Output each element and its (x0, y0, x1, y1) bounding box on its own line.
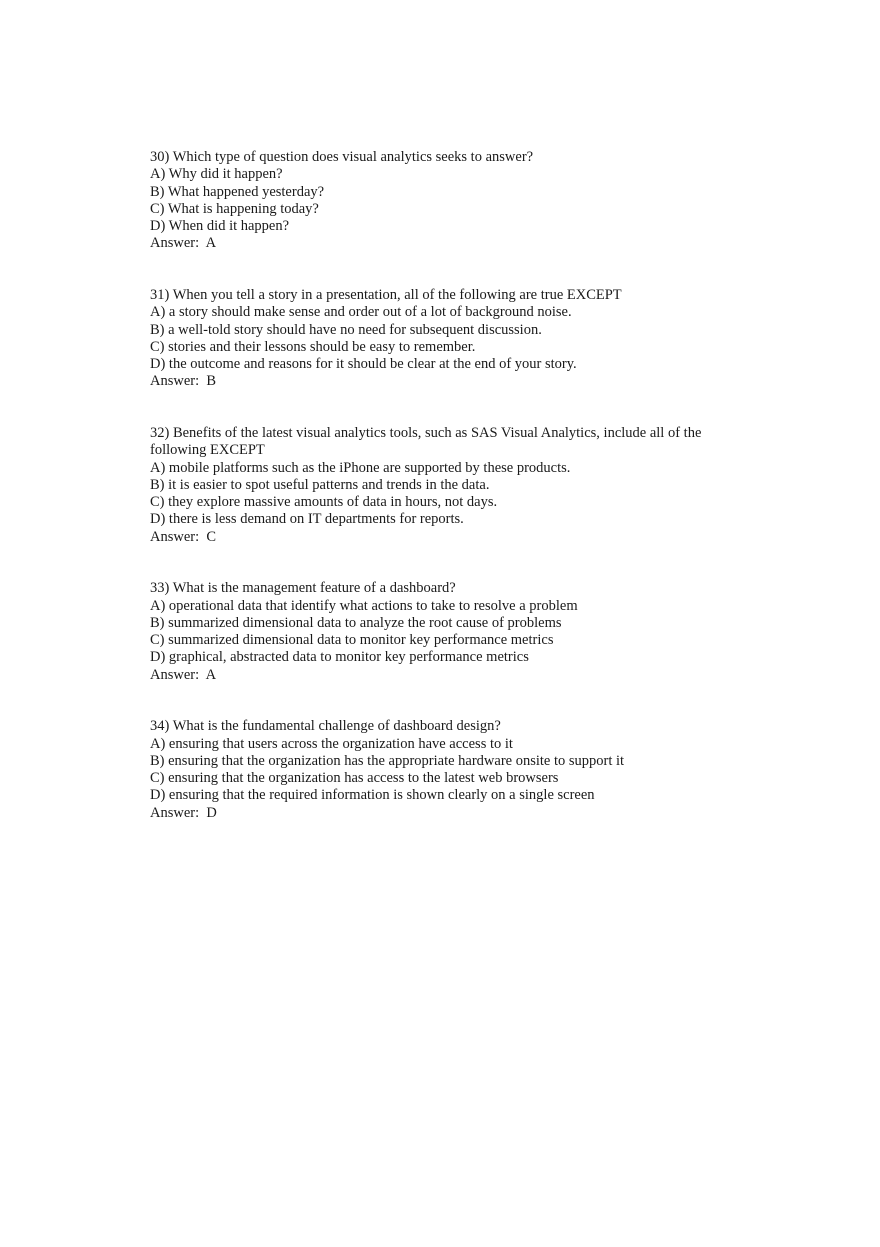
option-b: B) a well-told story should have no need for subsequent discussion. (150, 321, 542, 338)
answer-line: Answer: C (150, 528, 217, 545)
option-a: A) a story should make sense and order out of a lot of background noise. (150, 304, 572, 321)
option-c: C) summarized dimensional data to monitor key performance metrics (150, 632, 554, 648)
option-c: C) they explore massive amounts of data in hours, not days. (150, 494, 498, 510)
option-c: C) stories and their lessons should be easy to remember. (150, 338, 476, 355)
option-a: A) Why did it happen? (150, 166, 283, 183)
question-stem: 31) When you tell a story in a presentation, all of the following are true EXCEPT (150, 287, 622, 303)
question-33 (150, 580, 740, 684)
question-34 (150, 718, 740, 822)
option-d: D) ensuring that the required information is shown clearly on a single screen (150, 787, 595, 804)
option-c: C) What is happening today? (150, 200, 319, 217)
option-b: B) summarized dimensional data to analyze the root cause of problems (150, 614, 562, 631)
option-a: A) ensuring that users across the organization have access to it (150, 735, 513, 752)
option-b: B) What happened yesterday? (150, 183, 325, 200)
question-32 (150, 425, 740, 546)
option-a: A) operational data that identify what actions to take to resolve a problem (150, 597, 578, 614)
option-d: D) When did it happen? (150, 218, 290, 234)
question-31 (150, 287, 740, 391)
option-d: D) there is less demand on IT departments for reports. (150, 511, 464, 528)
question-30 (150, 149, 740, 253)
question-stem: 33) What is the management feature of a dashboard? (150, 580, 456, 597)
option-d: D) graphical, abstracted data to monitor key performance metrics (150, 649, 529, 666)
option-a: A) mobile platforms such as the iPhone are supported by these products. (150, 459, 571, 476)
question-list (150, 149, 740, 856)
option-b: B) it is easier to spot useful patterns and trends in the data. (150, 476, 490, 493)
answer-line: Answer: D (150, 804, 217, 821)
answer-line: Answer: B (150, 373, 217, 390)
question-stem: 34) What is the fundamental challenge of dashboard design? (150, 718, 501, 735)
answer-line: Answer: A (150, 666, 217, 683)
question-stem: 30) Which type of question does visual analytics seeks to answer? (150, 149, 534, 165)
question-stem: 32) Benefits of the latest visual analytics tools, such as SAS Visual Analytics, include all of the following EXCEPT (150, 425, 702, 459)
option-d: D) the outcome and reasons for it should be clear at the end of your story. (150, 356, 577, 372)
option-b: B) ensuring that the organization has the appropriate hardware onsite to support it (150, 752, 625, 769)
option-c: C) ensuring that the organization has access to the latest web browsers (150, 770, 559, 786)
answer-line: Answer: A (150, 235, 217, 252)
